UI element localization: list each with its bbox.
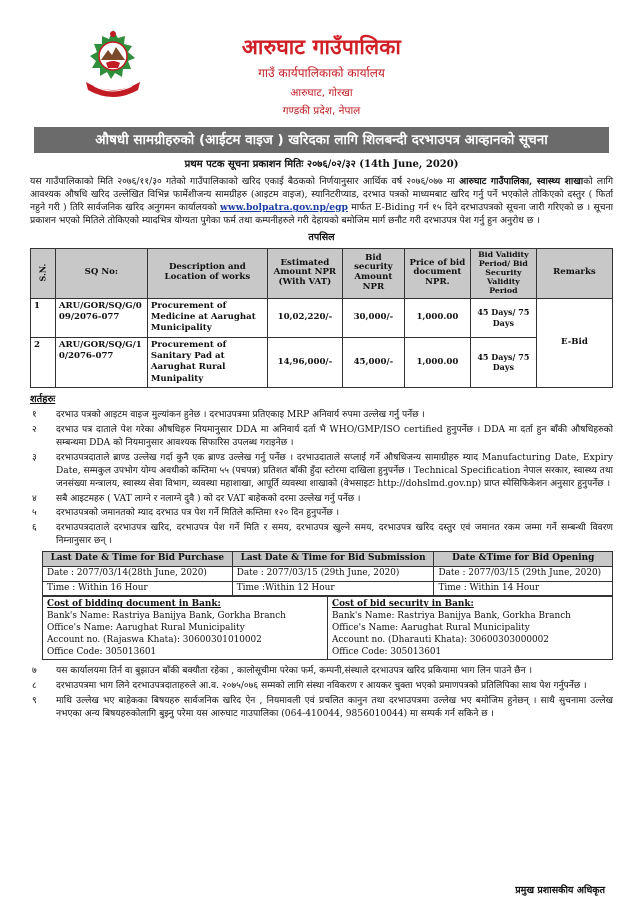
office-code: Office Code: 305013601 [47,647,157,658]
cell-validity: 45 Days/ 75 Days [470,337,536,387]
bank-name: Bank's Name: Rastriya Banijya Bank, Gorkha Branch [47,611,286,622]
cell-remarks: E-Bid [536,298,612,387]
bid-opening-date: Date : 2077/03/15 (29th June, 2020) [434,566,613,581]
bid-opening-time: Time : Within 14 Hour [434,581,613,596]
date-header-row [43,552,613,567]
bank-box-title: Cost of bidding document in Bank: [47,599,221,610]
col-header-remarks: Remarks [536,248,612,298]
bid-purchase-time: Time : Within 16 Hour [43,581,233,596]
office-subtitle: गाउँ कार्यपालिकाको कार्यालय [258,65,385,80]
nepal-emblem-icon [78,26,148,104]
account-number: Account no. (Dharauti Khata): 30600303000002 [332,635,549,646]
conditions-heading: शर्तहरुः [30,394,56,406]
condition-item [30,522,613,548]
col-header-security: Bid security Amount NPR [342,248,404,298]
office-province: गण्डकी प्रदेश, नेपाल [282,105,361,118]
cell-estimate: 14,96,000/- [267,337,342,387]
condition-text: माथि उल्लेख भए बाहेकका बिषयहरु सार्वजनिक खरिद ऐन , नियमावली एवं प्रचलित कानुन तथा दरभाउपत्रमा उल्लेख भए बमोजिम हुनेछन् । साथै सुचनामा उल्लेख नभएका अन्य बिषयहरुकोलागि बुझ्नु परेमा यस आरुघाट गाउपालिका (064-410044, 9856010044) मा सम्पर्क गर्न सकिने छ । [56,696,613,720]
col-header-validity: Bid Validity Period/ Bid Security Validity Period [470,248,536,298]
office-location: आरुघाट, गोरखा [290,86,353,99]
cell-sq: ARU/GOR/SQ/G/009/2076-077 [55,298,147,337]
municipality-title: आरुघाट गाउँपालिका [241,35,402,59]
office-name: Office's Name: Aarughat Rural Municipality [47,623,245,634]
cell-desc: Procurement of Sanitary Pad at Aarughat Rural Munipality [147,337,267,387]
condition-item [30,680,613,693]
condition-number: ७ [32,666,37,677]
col-header-estimate: Estimated Amount NPR (With VAT) [267,248,342,298]
condition-number: ५ [32,508,37,519]
bid-purchase-date: Date : 2077/03/14(28th June, 2020) [43,566,233,581]
cell-desc: Procurement of Medicine at Aarughat Municipality [147,298,267,337]
col-header-desc: Description and Location of works [147,248,267,298]
bid-dates-table [42,551,613,596]
bid-opening-header: Date &Time for Bid Opening [434,552,613,567]
intro-text-2: को लागि आवश्यक औषधि खरिद उल्लेखित विभिन्न फार्मेशीजन्य सामग्रीहरु (आइटम वाइज), स्यानिटरीप्याड, दरभाउ पत्रको माध्यमबाट खरिद गर्नु पर्ने भएकोले तोकिएको दस्तुर ( फिर्ता नहुने गरी ) तिरि सार्वजनिक खरिद अनुगमन कार्यालयको [30,176,614,214]
notice-banner: औषधी सामग्रीहरुको (आईटम वाइज ) खरिदका लागि शिलबन्दी दरभाउपत्र आव्हानको सूचना [34,127,609,153]
condition-text: दरभाउपत्रदाताले ब्राण्ड उल्लेख गर्दा कुनै एक ब्राण्ड उल्लेख गर्नु पर्नेछ । दरभाउदाताले सप्लाई गर्ने औषधिजन्य सामाग्रीहरु म्याद Manufacturing Date, Expiry Date, सम्मकुल उपभोग योग्य अवधीको कम्तिमा ५५ (पचपन्न) प्रतिशत बाँकी हुँदा स्टोरमा दाखिला हुनुपर्नेछ । Technical Specification नेपाल सरकार, स्वास्थ्य तथा जनसंख्या मन्त्रालय, स्वास्थ्य सेवा विभाग, व्यवस्था महाशाखा, आपूर्ति व्यवस्था शाखाको (वेभसाइटः http://dohslmd.gov.np) प्राप्त स्पेसिफिकेशन अनुसार हुनुपर्नेछ । [56,452,613,489]
publish-date: प्रथम पटक सूचना प्रकाशन मितिः २०७६/०२/३२ (14th June, 2020) [184,159,459,170]
condition-text: दरभाउ पत्रको आइटम वाइज मुल्यांकन हुनेछ । दरभाउपत्रमा प्रतिएकाइ MRP अनिवार्य रुपमा उल्लेख गर्नु पर्नेछ । [56,410,425,421]
bidding-document-bank [43,597,328,660]
account-number: Account no. (Rajaswa Khata): 30600301010002 [47,635,262,646]
condition-item [30,695,613,721]
bank-box-title: Cost of bid security in Bank: [332,599,474,610]
cell-price: 1,000.00 [404,298,470,337]
col-header-sn: S.N. [31,248,56,298]
condition-item [30,452,613,491]
intro-text-3: मार्फत E-Biding गर्न १५ दिने दरभाउपत्रको सूचना जारी गरिएको छ । सूचना प्रकाशन भएको मितिले तोकिएको म्यादभित्र योग्यता पुगेका फर्म तथा कम्पनीहरुले गरी देहायको बमोजिम मार्ग छनौट गरी दरभाउपत्र पेश गर्नु हुन अनुरोध छ । [30,202,613,227]
condition-number: ८ [32,681,37,692]
condition-item [30,493,613,506]
bolpatra-link[interactable]: www.bolpatra.gov.np/egp [219,202,348,214]
bank-name: Bank's Name: Rastriya Banijya Bank, Gorkha Branch [332,611,571,622]
col-header-price: Price of bid document NPR. [404,248,470,298]
bid-security-bank [328,597,613,660]
time-row [43,581,613,596]
office-name: Office's Name: Aarughat Rural Municipality [332,623,530,634]
condition-number: २ [32,424,37,435]
intro-paragraph [30,175,613,227]
bid-purchase-header: Last Date & Time for Bid Purchase [43,552,233,567]
condition-text: दरभाउपत्रदाताले दरभाउपत्र खरिद, दरभाउपत्र पेश गर्ने मिति र समय, दरभाउपत्र खुल्ने समय, दरभाउपत्र खरिद दस्तुर एवं जमानत रकम जम्मा गर्ने सम्बन्धी विवरण निम्नानुसार छन् । [56,523,613,547]
condition-item [30,424,613,450]
condition-item [30,665,613,678]
condition-number: ४ [32,493,37,504]
cell-validity: 45 Days/ 75 Days [470,298,536,337]
condition-text: दरभाउपत्रको जमानतको म्याद दरभाउ पत्र पेश गर्ने मितिले कम्तिमा १२० दिन हुनुपर्नेछ । [56,508,340,519]
condition-number: ३ [32,452,37,463]
bid-items-table [30,248,613,388]
letterhead [30,0,613,125]
details-heading: तपसिल [308,232,335,244]
table-row [31,337,613,387]
bid-submission-time: Time :Within 12 Hour [232,581,434,596]
date-row [43,566,613,581]
bid-submission-header: Last Date & Time for Bid Submission [232,552,434,567]
condition-text: यस कार्यालयमा तिर्न वा बुझाउन बाँकी बक्यौता रहेका , कालोसूचीमा परेका फर्म, कम्पनी,संस्थाले दरभाउपत्र खरिद प्रकियामा भाग लिन पाउने छैन । [56,666,533,677]
cell-security: 45,000/- [342,337,404,387]
cell-estimate: 10,02,220/- [267,298,342,337]
office-code: Office Code: 305013601 [332,647,442,658]
cell-sn: 1 [31,298,56,337]
cell-sq: ARU/GOR/SQ/G/10/2076-077 [55,337,147,387]
bid-submission-date: Date : 2077/03/15 (29th June, 2020) [232,566,434,581]
condition-item [30,507,613,520]
condition-item [30,409,613,422]
cell-security: 30,000/- [342,298,404,337]
condition-number: १ [32,410,37,421]
condition-text: दरभाउ पत्र दाताले पेश गरेका औषधिहरु नियमानुसार DDA मा अनिवार्य दर्ता भै WHO/GMP/ISO certified हुनुपर्नेछ । DDA मा दर्ता हुन बाँकी औषधिहरुको सम्बन्धमा DDA को नियमानुसार आवश्यक सिफारिस उपलब्ध गराइनेछ । [56,424,613,448]
condition-number: ६ [32,523,37,534]
intro-text-1: यस गाउँपालिकाको मिति २०७६/११/३० गतेको गाउँपालिकाको खरिद एकाई बैठकको निर्णयानुसार आर्थिक वर्ष २०७६/०७७ मा [30,176,460,188]
cell-price: 1,000.00 [404,337,470,387]
table-row [31,298,613,337]
condition-text: दरभाउपत्रमा भाग लिने दरभाउपत्रदाताहरुले आ.व. २०७५/०७६ सम्मको लागि संस्था नविकरण र आयकर चुक्ता भएको प्रमाणपत्रको प्रतिलिपिका साथ पेश गर्नुपर्नेछ । [56,681,587,692]
condition-number: ९ [32,696,37,707]
cell-sn: 2 [31,337,56,387]
bank-details-table [42,596,613,660]
intro-bold-office: आरुघाट गाउँपालिका, स्वास्थ्य शाखा [459,176,584,188]
bid-table-header-row [31,248,613,298]
condition-text: सबै आइटमहरु ( VAT लाग्ने र नलाग्ने दुवै ) को दर VAT बाहेकको दरमा उल्लेख गर्नु पर्नेछ । [56,493,361,504]
col-header-sq: SQ No: [55,248,147,298]
signature-title: प्रमुख प्रशासकीय अधिकृत [515,885,605,896]
